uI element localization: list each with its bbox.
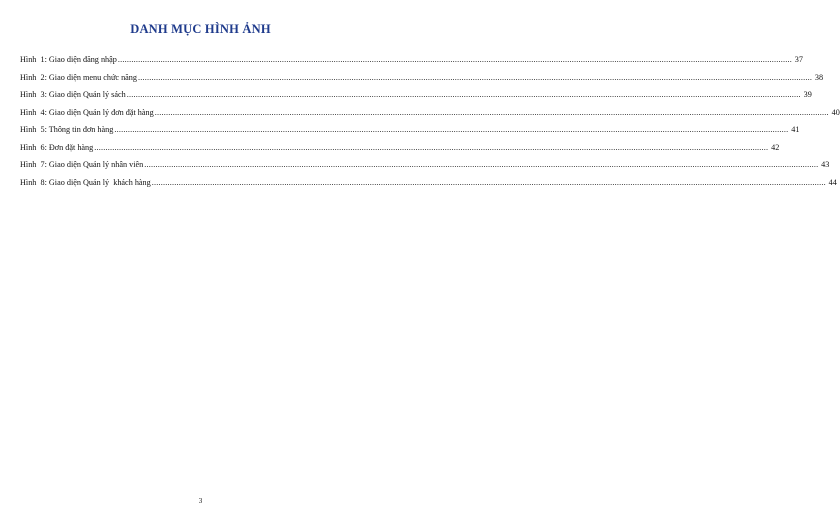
toc-entry-page: 44 <box>828 177 837 187</box>
toc-entry-label: Hình 8: Giao diện Quản lý khách hàng <box>20 177 151 187</box>
dot-leader: ............................................................................................................................................................................................................................................................................................................ <box>144 160 819 169</box>
toc-entry-label: Hình 1: Giao diện đăng nhập <box>20 55 117 64</box>
toc-entry[interactable] <box>20 125 800 143</box>
toc-entry-page: 37 <box>794 55 803 64</box>
figure-list <box>20 55 840 195</box>
toc-entry[interactable] <box>20 90 812 108</box>
toc-entry[interactable] <box>20 107 840 126</box>
toc-entry-label: Hình 4: Giao diện Quản lý đơn đặt hàng <box>20 107 154 117</box>
dot-leader: ............................................................................................................................................................................................................................................................................................................ <box>151 177 826 187</box>
toc-entry-label: Hình 7: Giao diện Quản lý nhân viên <box>20 160 144 169</box>
toc-entry-page: 40 <box>831 107 840 117</box>
toc-entry[interactable] <box>20 55 803 73</box>
dot-leader: ............................................................................................................................................................................................................................................................................................................ <box>126 90 801 99</box>
toc-entry-label: Hình 2: Giao diện menu chức năng <box>20 72 137 82</box>
toc-entry[interactable] <box>20 72 824 91</box>
dot-leader: ............................................................................................................................................................................................................................................................................................................ <box>114 125 789 134</box>
toc-entry-page: 42 <box>771 142 780 152</box>
toc-entry[interactable] <box>20 177 837 196</box>
toc-entry[interactable] <box>20 142 780 161</box>
toc-entry[interactable] <box>20 160 830 178</box>
dot-leader: ............................................................................................................................................................................................................................................................................................................ <box>117 55 792 64</box>
toc-entry-label: Hình 5: Thông tin đơn hàng <box>20 125 114 134</box>
page-number: 3 <box>198 497 203 505</box>
toc-entry-label: Hình 6: Đơn đặt hàng <box>20 142 94 152</box>
toc-entry-page: 43 <box>821 160 830 169</box>
toc-entry-label: Hình 3: Giao diện Quản lý sách <box>20 90 126 99</box>
dot-leader: ............................................................................................................................................................................................................................................................................................................ <box>94 142 769 152</box>
toc-entry-page: 41 <box>791 125 800 134</box>
toc-entry-page: 39 <box>803 90 812 99</box>
dot-leader: ............................................................................................................................................................................................................................................................................................................ <box>154 107 829 117</box>
toc-entry-page: 38 <box>814 72 824 82</box>
page-title: DANH MỤC HÌNH ẢNH <box>130 22 271 36</box>
dot-leader: ............................................................................................................................................................................................................................................................................................................ <box>138 72 813 82</box>
